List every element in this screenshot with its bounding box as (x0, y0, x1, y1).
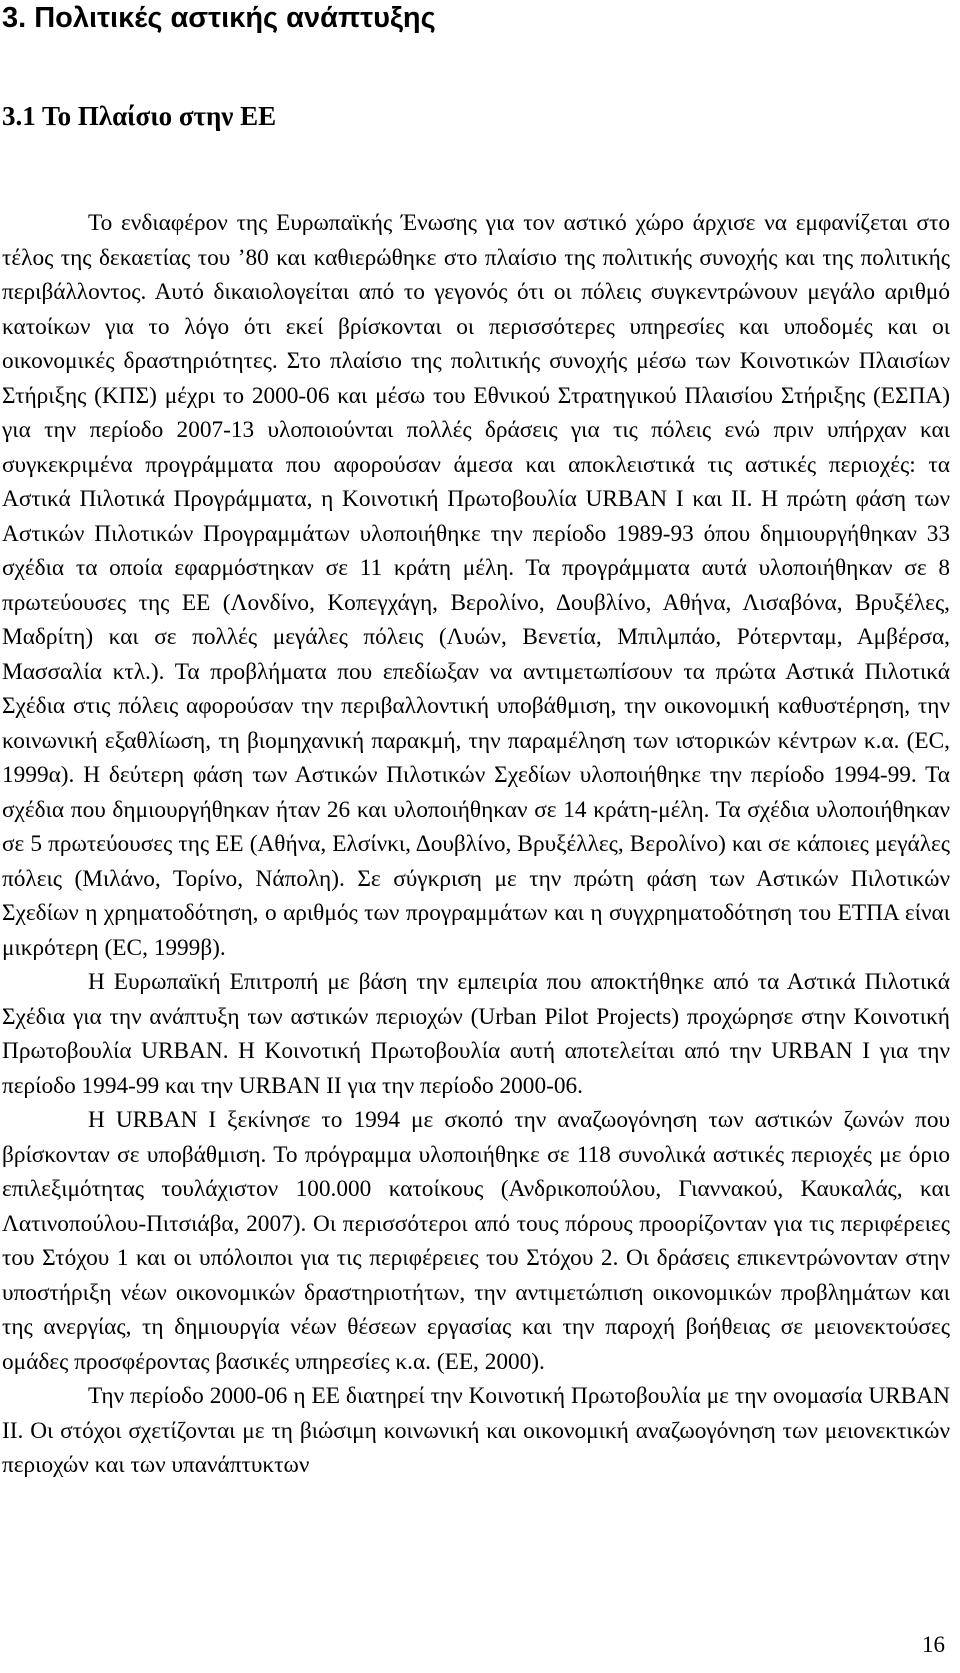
section-title: 3.1 Το Πλαίσιο στην ΕΕ (2, 101, 277, 131)
body-text (2, 206, 950, 1483)
page-number: 16 (922, 1632, 945, 1657)
paragraph-2: Η Ευρωπαϊκή Επιτροπή με βάση την εμπειρία που αποκτήθηκε από τα Αστικά Πιλοτικά Σχέδια για την ανάπτυξη των αστικών περιοχών (Urban Pilot Projects) προχώρησε στην Κοινοτική Πρωτοβουλία URBAN. Η Κοινοτική Πρωτοβουλία αυτή αποτελείται από την URBAN I για την περίοδο 1994-99 και την URBAN II για την περίοδο 2000-06. (2, 969, 950, 1099)
chapter-title: 3. Πολιτικές αστικής ανάπτυξης (2, 2, 436, 34)
paragraph-1: Το ενδιαφέρον της Ευρωπαϊκής Ένωσης για τον αστικό χώρο άρχισε να εμφανίζεται στο τέλος της δεκαετίας του ’80 και καθιερώθηκε στο πλαίσιο της πολιτικής συνοχής και της πολιτικής περιβάλλοντος. Αυτό δικαιολογείται από το γεγονός ότι οι πόλεις συγκεντρώνουν μεγάλο αριθμό κατοίκων για το λόγο ότι εκεί βρίσκονται οι περισσότερες υπηρεσίες και υποδομές και οι οικονομικές δραστηριότητες. Στο πλαίσιο της πολιτικής συνοχής μέσω των Κοινοτικών Πλαισίων Στήριξης (ΚΠΣ) μέχρι το 2000-06 και μέσω του Εθνικού Στρατηγικού Πλαισίου Στήριξης (ΕΣΠΑ) για την περίοδο 2007-13 υλοποιούνται πολλές δράσεις για τις πόλεις ενώ πριν υπήρχαν και συγκεκριμένα προγράμματα που αφορούσαν άμεσα και αποκλειστικά τις αστικές περιοχές: τα Αστικά Πιλοτικά Προγράμματα, η Κοινοτική Πρωτοβουλία URBAN I και II. Η πρώτη φάση των Αστικών Πιλοτικών Προγραμμάτων υλοποιήθηκε την περίοδο 1989-93 όπου δημιουργήθηκαν 33 σχέδια τα οποία εφαρμόστηκαν σε 11 κράτη μέλη. Τα προγράμματα αυτά υλοποιήθηκαν σε 8 πρωτεύουσες της ΕΕ (Λονδίνο, Κοπεγχάγη, Βερολίνο, Δουβλίνο, Αθήνα, Λισαβόνα, Βρυξέλες, Μαδρίτη) και σε πολλές μεγάλες πόλεις (Λυών, Βενετία, Μπιλμπάο, Ρότερνταμ, Αμβέρσα, Μασσαλία κτλ.). Τα προβλήματα που επεδίωξαν να αντιμετωπίσουν τα πρώτα Αστικά Πιλοτικά Σχέδια στις πόλεις αφορούσαν την περιβαλλοντική υποβάθμιση, την οικονομική καθυστέρηση, την κοινωνική εξαθλίωση, τη βιομηχανική παρακμή, την παραμέληση των ιστορικών κέντρων κ.α. (EC, 1999α). Η δεύτερη φάση των Αστικών Πιλοτικών Σχεδίων υλοποιήθηκε την περίοδο 1994-99. Τα σχέδια που δημιουργήθηκαν ήταν 26 και υλοποιήθηκαν σε 14 κράτη-μέλη. Τα σχέδια υλοποιήθηκαν σε 5 πρωτεύουσες της ΕΕ (Αθήνα, Ελσίνκι, Δουβλίνο, Βρυξέλλες, Βερολίνο) και σε κάποιες μεγάλες πόλεις (Μιλάνο, Τορίνο, Νάπολη). Σε σύγκριση με την πρώτη φάση των Αστικών Πιλοτικών Σχεδίων η χρηματοδότηση, ο αριθμός των προγραμμάτων και η συγχρηματοδότηση του ΕΤΠΑ είναι μικρότερη (EC, 1999β). (2, 210, 950, 961)
paragraph-4: Την περίοδο 2000-06 η ΕΕ διατηρεί την Κοινοτική Πρωτοβουλία με την ονομασία URBAN II. Οι στόχοι σχετίζονται με τη βιώσιμη κοινωνική και οικονομική αναζωογόνηση των μειονεκτικών περιοχών και των υπανάπτυκτων (2, 1383, 950, 1478)
paragraph-3: Η URBAN I ξεκίνησε το 1994 με σκοπό την αναζωογόνηση των αστικών ζωνών που βρίσκονταν σε υποβάθμιση. Το πρόγραμμα υλοποιήθηκε σε 118 συνολικά αστικές περιοχές με όριο επιλεξιμότητας τουλάχιστον 100.000 κατοίκους (Ανδρικοπούλου, Γιαννακού, Καυκαλάς, και Λατινοπούλου-Πιτσιάβα, 2007). Οι περισσότεροι από τους πόρους προορίζονταν για τις περιφέρειες του Στόχου 1 και οι υπόλοιποι για τις περιφέρειες του Στόχου 2. Οι δράσεις επικεντρώνονταν στην υποστήριξη νέων οικονομικών δραστηριοτήτων, την αντιμετώπιση οικονομικών προβλημάτων και της ανεργίας, τη δημιουργία νέων θέσεων εργασίας και την παροχή βοήθειας σε μειονεκτούσες ομάδες προσφέροντας βασικές υπηρεσίες κ.α. (ΕΕ, 2000). (2, 1107, 950, 1375)
